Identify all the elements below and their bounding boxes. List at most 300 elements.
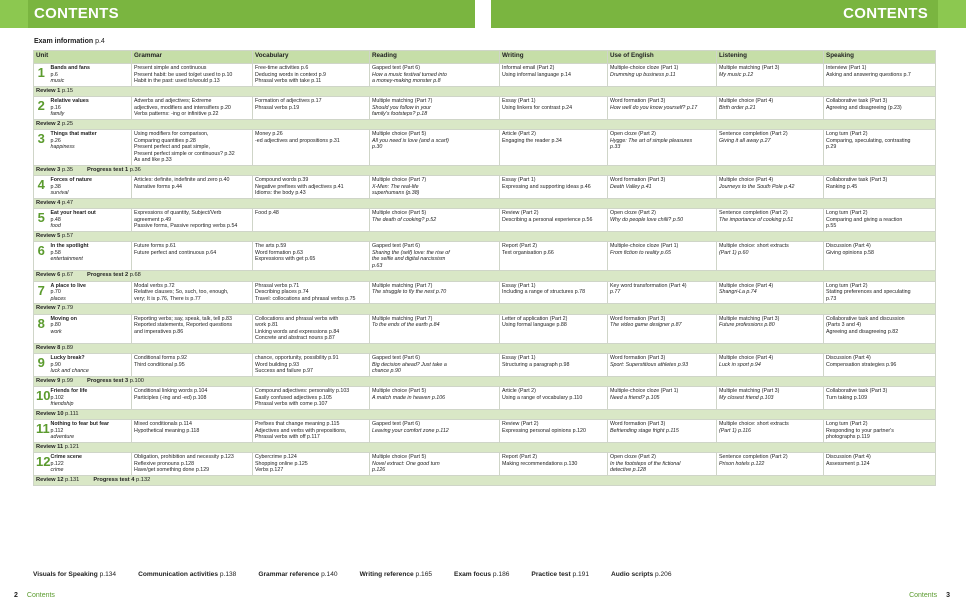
cell-vocabulary bbox=[253, 176, 370, 199]
cell-line: Multiple choice (Part 5) bbox=[372, 210, 427, 217]
bottom-link[interactable] bbox=[454, 571, 509, 578]
cell-line: Hypothetical meaning p.118 bbox=[134, 427, 200, 434]
bottom-links bbox=[33, 571, 694, 578]
cell-line: Multiple-choice cloze (Part 1) bbox=[610, 242, 679, 249]
cell-line: Cybercrime p.124 bbox=[255, 453, 297, 460]
unit-theme: crime bbox=[50, 467, 64, 474]
cell-line: Interview (Part 1) bbox=[826, 65, 867, 71]
unit-title: Crime scene bbox=[50, 453, 83, 460]
cell-line: Article (Part 2) bbox=[502, 388, 536, 395]
cell-line: Have/get something done p.129 bbox=[134, 467, 210, 474]
cell-line: Multiple choice (Part 4) bbox=[719, 355, 774, 362]
review-label: Review 9 bbox=[36, 377, 61, 384]
review-cell bbox=[34, 86, 936, 96]
cell-use-of-english bbox=[608, 281, 717, 304]
cell-line: Reflexive pronouns p.128 bbox=[134, 460, 195, 467]
cell-listening bbox=[717, 129, 824, 165]
unit-page: p.58 bbox=[50, 249, 61, 256]
unit-row bbox=[34, 354, 936, 377]
unit-info[interactable] bbox=[49, 419, 132, 442]
review-link[interactable] bbox=[36, 121, 73, 127]
cell-line: p.55 bbox=[826, 223, 837, 230]
cell-use-of-english bbox=[608, 176, 717, 199]
column-header: Use of English bbox=[608, 51, 717, 64]
exam-information[interactable] bbox=[34, 38, 105, 45]
review-link[interactable] bbox=[36, 305, 73, 311]
cell-line: superhumans (p.38) bbox=[372, 190, 420, 197]
cell-line: Including a range of structures p.78 bbox=[502, 289, 586, 296]
cell-line: Future professions p.80 bbox=[719, 322, 775, 329]
cell-line: Idioms: the body p.43 bbox=[255, 190, 306, 197]
cell-line: Reporting verbs; say, speak, talk, tell p.83 bbox=[134, 315, 232, 322]
cell-line: Phrasal verbs p.19 bbox=[255, 104, 300, 111]
unit-theme: friendship bbox=[50, 401, 74, 408]
cell-reading bbox=[370, 129, 500, 165]
bottom-link-label: Visuals for Speaking bbox=[33, 571, 98, 578]
cell-line: the selfie and digital narcissism bbox=[372, 256, 446, 263]
unit-number: 3 bbox=[34, 129, 49, 165]
review-cell bbox=[34, 198, 936, 208]
cell-line: Multiple matching (Part 3) bbox=[719, 388, 780, 395]
cell-line: Travel: collocations and phrasal verbs p.75 bbox=[255, 295, 356, 302]
cell-line: Sentence completion (Part 2) bbox=[719, 210, 788, 217]
unit-page: p.90 bbox=[50, 361, 61, 368]
cell-line: Report (Part 2) bbox=[502, 242, 538, 249]
cell-line: Modal verbs p.72 bbox=[134, 282, 175, 289]
cell-writing bbox=[500, 176, 608, 199]
cell-line: Conditional forms p.92 bbox=[134, 355, 187, 362]
review-link[interactable] bbox=[93, 477, 150, 483]
unit-info[interactable] bbox=[49, 241, 132, 270]
cell-line: Report (Part 2) bbox=[502, 453, 538, 460]
review-page: p.15 bbox=[61, 87, 74, 94]
cell-line: Compound adjectives: personality p.103 bbox=[255, 388, 350, 395]
cell-writing bbox=[500, 419, 608, 442]
cell-line: Using linkers for contrast p.24 bbox=[502, 104, 573, 111]
cell-speaking bbox=[824, 64, 936, 87]
cell-line: The death of cooking? p.52 bbox=[372, 216, 437, 223]
unit-page: p.122 bbox=[50, 460, 64, 467]
unit-number: 9 bbox=[34, 354, 49, 377]
cell-line: Should you follow in your bbox=[372, 104, 431, 111]
cell-line: Present perfect simple or continuous? p.32 bbox=[134, 150, 235, 157]
cell-line: Essay (Part 1) bbox=[502, 97, 536, 104]
unit-number: 7 bbox=[34, 281, 49, 304]
unit-title: Friends for life bbox=[50, 388, 88, 395]
cell-line: Describing a personal experience p.56 bbox=[502, 216, 593, 223]
review-link[interactable] bbox=[36, 378, 73, 384]
review-page: p.68 bbox=[129, 272, 141, 279]
review-page: p.36 bbox=[129, 166, 141, 173]
unit-theme: survival bbox=[50, 190, 69, 197]
cell-listening bbox=[717, 314, 824, 343]
unit-info[interactable] bbox=[49, 281, 132, 304]
cell-line: Text organisation p.66 bbox=[502, 249, 554, 256]
footer-label-right: Contents bbox=[909, 592, 938, 599]
cell-line: (Part 1) p.116 bbox=[719, 427, 751, 434]
cell-line: Open cloze (Part 2) bbox=[610, 130, 656, 137]
unit-info[interactable] bbox=[49, 64, 132, 87]
cell-line: Long turn (Part 2) bbox=[826, 130, 868, 137]
unit-row bbox=[34, 314, 936, 343]
column-header: Reading bbox=[370, 51, 500, 64]
cell-speaking bbox=[824, 387, 936, 410]
cell-listening bbox=[717, 96, 824, 119]
unit-theme: adventure bbox=[50, 434, 75, 441]
bottom-link-page: p.191 bbox=[572, 571, 589, 578]
unit-info[interactable] bbox=[49, 129, 132, 165]
unit-title: Moving on bbox=[50, 315, 77, 322]
unit-page: p.38 bbox=[50, 183, 61, 190]
cell-reading bbox=[370, 452, 500, 475]
cell-line: and imperatives p.86 bbox=[134, 328, 184, 335]
unit-number: 11 bbox=[34, 419, 49, 442]
footer-left bbox=[14, 592, 55, 599]
cell-line: Turn taking p.109 bbox=[826, 394, 868, 401]
cell-line: Word formation p.63 bbox=[255, 249, 303, 256]
cell-line: Open cloze (Part 2) bbox=[610, 210, 656, 217]
review-cell bbox=[34, 409, 936, 419]
cell-speaking bbox=[824, 281, 936, 304]
cell-line: Journeys to the South Pole p.42 bbox=[719, 183, 795, 190]
cell-vocabulary bbox=[253, 209, 370, 232]
cell-line: Discussion (Part 4) bbox=[826, 453, 871, 460]
review-page: p.131 bbox=[65, 476, 80, 483]
review-link[interactable] bbox=[36, 200, 73, 206]
unit-number: 5 bbox=[34, 209, 49, 232]
cell-line: Agreeing and disagreeing p.82 bbox=[826, 328, 899, 335]
cell-line: Multiple choice (Part 4) bbox=[719, 177, 774, 184]
cell-grammar bbox=[132, 209, 253, 232]
cell-line: Participles (-ing and -ed) p.108 bbox=[134, 394, 207, 401]
review-label: Review 8 bbox=[36, 344, 61, 351]
bottom-link[interactable] bbox=[611, 571, 672, 578]
cell-line: Discussion (Part 4) bbox=[826, 355, 871, 362]
review-cell bbox=[34, 343, 936, 353]
cell-line: adjectives, modifiers and intensifiers p.20 bbox=[134, 104, 231, 111]
cell-line: (Part 1) p.60 bbox=[719, 249, 749, 256]
review-link[interactable] bbox=[87, 272, 141, 278]
cell-writing bbox=[500, 314, 608, 343]
unit-title: A place to live bbox=[50, 282, 86, 289]
cell-line: Multiple-choice cloze (Part 1) bbox=[610, 65, 679, 71]
cell-line: Birth order p.21 bbox=[719, 104, 756, 111]
review-label: Review 7 bbox=[36, 305, 61, 312]
unit-info[interactable] bbox=[49, 96, 132, 119]
review-link[interactable] bbox=[87, 167, 141, 173]
cell-line: Linking words and expressions p.84 bbox=[255, 328, 340, 335]
cell-line: Conditional linking words p.104 bbox=[134, 388, 208, 395]
cell-reading bbox=[370, 419, 500, 442]
cell-line: Present habit: be used to/get used to p.10 bbox=[134, 71, 233, 78]
unit-info[interactable] bbox=[49, 176, 132, 199]
cell-line: Phrasal verbs with come p.107 bbox=[255, 401, 328, 408]
review-page: p.57 bbox=[61, 232, 74, 239]
cell-line: Negative prefixes with adjectives p.41 bbox=[255, 183, 344, 190]
cell-line: Multiple matching (Part 3) bbox=[719, 315, 780, 322]
cell-reading bbox=[370, 281, 500, 304]
cell-line: Free-time activities p.6 bbox=[255, 65, 309, 71]
contents-table bbox=[33, 50, 936, 486]
review-row bbox=[34, 198, 936, 208]
cell-line: p.30 bbox=[372, 144, 383, 151]
review-link[interactable] bbox=[36, 411, 79, 417]
cell-line: My music p.12 bbox=[719, 71, 754, 78]
review-link[interactable] bbox=[36, 477, 79, 483]
cell-line: Expressing personal opinions p.120 bbox=[502, 427, 586, 434]
cell-vocabulary bbox=[253, 452, 370, 475]
cell-use-of-english bbox=[608, 209, 717, 232]
bottom-link[interactable] bbox=[138, 571, 236, 578]
review-link[interactable] bbox=[36, 272, 73, 278]
cell-grammar bbox=[132, 419, 253, 442]
cell-line: Mixed conditionals p.114 bbox=[134, 420, 192, 427]
footer-label-left: Contents bbox=[26, 592, 55, 599]
cell-line: p.73 bbox=[826, 295, 837, 302]
cell-line: p.29 bbox=[826, 144, 837, 151]
review-link[interactable] bbox=[36, 233, 73, 239]
unit-row bbox=[34, 209, 936, 232]
cell-line: Giving it all away p.27 bbox=[719, 137, 771, 144]
cell-line: Drumming up business p.11 bbox=[610, 71, 676, 78]
cell-line: Article (Part 2) bbox=[502, 130, 536, 137]
bottom-link[interactable] bbox=[33, 571, 116, 578]
cell-vocabulary bbox=[253, 241, 370, 270]
review-link[interactable] bbox=[87, 378, 144, 384]
bottom-link[interactable] bbox=[258, 571, 337, 578]
cell-line: A match made in heaven p.106 bbox=[372, 394, 446, 401]
cell-line: Gapped text (Part 6) bbox=[372, 242, 420, 249]
cell-line: Future perfect and continuous p.64 bbox=[134, 249, 217, 256]
bottom-link-label: Grammar reference bbox=[258, 571, 320, 578]
header-square-left bbox=[0, 0, 28, 28]
page-number-right: 3 bbox=[946, 592, 950, 599]
review-page: p.121 bbox=[64, 443, 80, 450]
cell-listening bbox=[717, 419, 824, 442]
cell-line: Multiple choice: short extracts bbox=[719, 242, 789, 249]
cell-line: Long turn (Part 2) bbox=[826, 420, 868, 427]
cell-vocabulary bbox=[253, 419, 370, 442]
cell-line: How well do you know yourself? p.17 bbox=[610, 104, 698, 111]
cell-use-of-english bbox=[608, 419, 717, 442]
cell-vocabulary bbox=[253, 64, 370, 87]
bottom-link-label: Audio scripts bbox=[611, 571, 654, 578]
cell-writing bbox=[500, 96, 608, 119]
review-row bbox=[34, 409, 936, 419]
cell-line: As and like p.33 bbox=[134, 157, 172, 164]
cell-line: Deducing words in context p.9 bbox=[255, 71, 326, 78]
cell-line: Habit in the past: used to/would p.13 bbox=[134, 78, 220, 85]
review-cell bbox=[34, 231, 936, 241]
cell-line: Sentence completion (Part 2) bbox=[719, 453, 788, 460]
cell-line: Adverbs and adjectives; Extreme bbox=[134, 97, 212, 104]
column-header: Vocabulary bbox=[253, 51, 370, 64]
cell-vocabulary bbox=[253, 354, 370, 377]
cell-line: Sharing the (self) love: the rise of bbox=[372, 249, 450, 256]
cell-line: Success and failure p.97 bbox=[255, 368, 314, 375]
cell-line: Describing places p.74 bbox=[255, 289, 309, 296]
cell-line: Word formation (Part 3) bbox=[610, 177, 666, 184]
unit-theme: work bbox=[50, 328, 62, 335]
bottom-link[interactable] bbox=[360, 571, 432, 578]
unit-info[interactable] bbox=[49, 452, 132, 475]
unit-page: p.70 bbox=[50, 289, 61, 296]
bottom-link-label: Writing reference bbox=[359, 571, 414, 578]
review-link[interactable] bbox=[36, 167, 73, 173]
cell-grammar bbox=[132, 64, 253, 87]
cell-line: In the footsteps of the fictional bbox=[610, 460, 681, 467]
exam-information-label: Exam information bbox=[34, 38, 94, 45]
cell-line: X-Men: The real-life bbox=[372, 183, 419, 190]
cell-line: agreement p.49 bbox=[134, 216, 172, 223]
cell-listening bbox=[717, 387, 824, 410]
review-page: p.79 bbox=[61, 305, 74, 312]
cell-use-of-english bbox=[608, 96, 717, 119]
cell-reading bbox=[370, 209, 500, 232]
cell-line: Responding to your partner's bbox=[826, 427, 894, 434]
cell-line: Expressing and supporting ideas p.46 bbox=[502, 183, 591, 190]
cell-vocabulary bbox=[253, 281, 370, 304]
cell-line: Comparing, speculating, contrasting bbox=[826, 137, 911, 144]
review-label: Progress test 3 bbox=[87, 377, 129, 384]
cell-line: Narrative forms p.44 bbox=[134, 183, 182, 190]
review-page: p.99 bbox=[61, 377, 74, 384]
cell-line: Prison hotels p.122 bbox=[719, 460, 765, 467]
cell-line: Multiple-choice cloze (Part 1) bbox=[610, 388, 679, 395]
cell-line: detective p.128 bbox=[610, 467, 646, 474]
cell-reading bbox=[370, 387, 500, 410]
cell-line: Word formation (Part 3) bbox=[610, 315, 666, 322]
cell-speaking bbox=[824, 314, 936, 343]
cell-reading bbox=[370, 64, 500, 87]
exam-information-page: p.4 bbox=[95, 38, 105, 45]
cell-line: Multiple matching (Part 7) bbox=[372, 97, 433, 104]
column-header: Listening bbox=[717, 51, 824, 64]
unit-title: Things that matter bbox=[50, 130, 97, 137]
cell-writing bbox=[500, 209, 608, 232]
cell-vocabulary bbox=[253, 387, 370, 410]
cell-line: Sport: Superstitious athletes p.93 bbox=[610, 361, 689, 368]
bottom-link-page: p.134 bbox=[99, 571, 117, 578]
review-link[interactable] bbox=[36, 444, 79, 450]
unit-row bbox=[34, 241, 936, 270]
cell-line: Collaborative task (Part 3) bbox=[826, 97, 888, 104]
unit-info[interactable] bbox=[49, 314, 132, 343]
unit-row bbox=[34, 64, 936, 87]
cell-line: Word formation (Part 3) bbox=[610, 420, 666, 427]
review-cell bbox=[34, 376, 936, 386]
column-header: Writing bbox=[500, 51, 608, 64]
bottom-link-page: p.138 bbox=[219, 571, 237, 578]
review-row bbox=[34, 343, 936, 353]
cell-line: Giving opinions p.58 bbox=[826, 249, 874, 256]
cell-speaking bbox=[824, 354, 936, 377]
cell-speaking bbox=[824, 419, 936, 442]
cell-line: Hygge: The art of simple pleasures bbox=[610, 137, 693, 144]
review-label: Review 5 bbox=[36, 232, 61, 239]
cell-writing bbox=[500, 354, 608, 377]
cell-line: Articles: definite, indefinite and zero p.40 bbox=[134, 177, 230, 184]
cell-line: Relative clauses; So, such, too, enough, bbox=[134, 289, 229, 296]
cell-writing bbox=[500, 452, 608, 475]
cell-speaking bbox=[824, 176, 936, 199]
cell-line: Compensation strategies p.96 bbox=[826, 361, 897, 368]
cell-writing bbox=[500, 64, 608, 87]
table-header-row bbox=[34, 51, 936, 64]
unit-page: p.6 bbox=[50, 71, 58, 78]
cell-line: Essay (Part 1) bbox=[502, 282, 536, 289]
unit-info[interactable] bbox=[49, 209, 132, 232]
unit-number: 4 bbox=[34, 176, 49, 199]
cell-line: Engaging the reader p.34 bbox=[502, 137, 562, 144]
cell-line: Phrasal verbs with take p.11 bbox=[255, 78, 322, 85]
cell-line: Making recommendations p.130 bbox=[502, 460, 578, 467]
cell-use-of-english bbox=[608, 129, 717, 165]
bottom-link-page: p.140 bbox=[321, 571, 338, 578]
bottom-link[interactable] bbox=[531, 571, 589, 578]
page-title-right: CONTENTS bbox=[843, 5, 928, 22]
review-label: Progress test 4 bbox=[93, 476, 135, 483]
unit-theme: places bbox=[50, 295, 66, 302]
unit-title: Nothing to fear but fear bbox=[50, 420, 110, 427]
cell-line: Comparing and giving a reaction bbox=[826, 216, 903, 223]
cell-line: work p.81 bbox=[255, 322, 278, 329]
cell-line: From fiction to reality p.65 bbox=[610, 249, 671, 256]
cell-line: Leaving your comfort zone p.112 bbox=[372, 427, 449, 434]
cell-line: Obligation, prohibition and necessity p.123 bbox=[134, 453, 234, 460]
unit-row bbox=[34, 281, 936, 304]
cell-listening bbox=[717, 176, 824, 199]
review-cell bbox=[34, 165, 936, 175]
cell-line: Present simple and continuous bbox=[134, 65, 207, 71]
review-link[interactable] bbox=[36, 345, 73, 351]
cell-line: p.77 bbox=[610, 289, 621, 296]
unit-info[interactable] bbox=[49, 387, 132, 410]
review-label: Review 1 bbox=[36, 87, 61, 94]
review-page: p.67 bbox=[61, 272, 74, 279]
cell-line: Present perfect and past simple, bbox=[134, 144, 210, 151]
review-row bbox=[34, 475, 936, 485]
cell-line: Stating preferences and speculating bbox=[826, 289, 911, 296]
review-row bbox=[34, 119, 936, 129]
unit-page: p.112 bbox=[50, 427, 64, 434]
cell-grammar bbox=[132, 241, 253, 270]
unit-page: p.102 bbox=[50, 394, 64, 401]
review-label: Review 10 bbox=[36, 410, 64, 417]
cell-line: chance, opportunity, possibility p.91 bbox=[255, 355, 339, 362]
review-page: p.35 bbox=[61, 166, 74, 173]
bottom-link-label: Practice test bbox=[531, 571, 571, 578]
unit-row bbox=[34, 96, 936, 119]
review-page: p.132 bbox=[136, 476, 151, 483]
review-link[interactable] bbox=[36, 88, 73, 94]
cell-line: Big decision ahead? Just take a bbox=[372, 361, 447, 368]
unit-row bbox=[34, 387, 936, 410]
unit-number: 2 bbox=[34, 96, 49, 119]
unit-number: 8 bbox=[34, 314, 49, 343]
cell-line: Review (Part 2) bbox=[502, 420, 539, 427]
cell-line: Shangri-La p.74 bbox=[719, 289, 757, 296]
cell-line: -ed adjectives and propositions p.31 bbox=[255, 137, 340, 144]
unit-info[interactable] bbox=[49, 354, 132, 377]
review-page: p.89 bbox=[61, 344, 74, 351]
review-cell bbox=[34, 119, 936, 129]
cell-line: Gapped text (Part 6) bbox=[372, 355, 420, 362]
cell-reading bbox=[370, 241, 500, 270]
review-cell bbox=[34, 304, 936, 314]
unit-page: p.48 bbox=[50, 216, 61, 223]
unit-theme: music bbox=[50, 78, 65, 85]
